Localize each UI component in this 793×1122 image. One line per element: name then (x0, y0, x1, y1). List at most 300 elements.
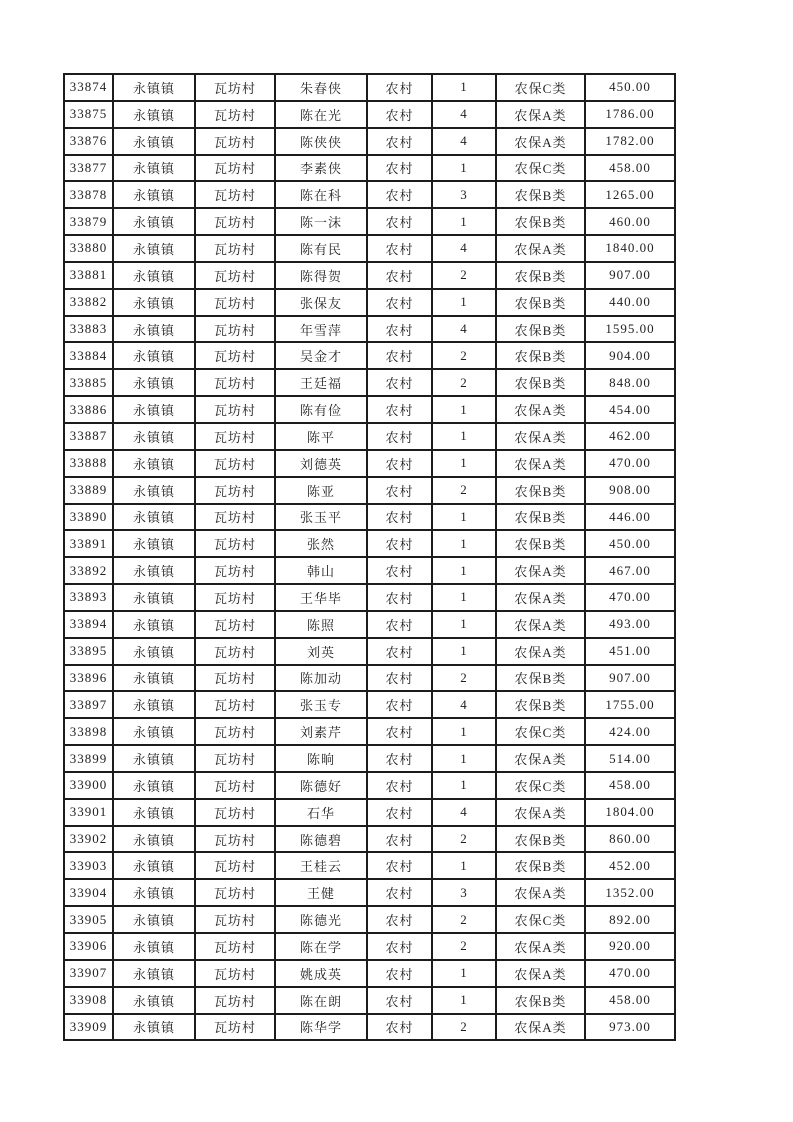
cell-record-id: 33907 (64, 960, 113, 987)
cell-village: 瓦坊村 (195, 101, 275, 128)
cell-village: 瓦坊村 (195, 826, 275, 853)
cell-record-id: 33891 (64, 530, 113, 557)
cell-record-id: 33886 (64, 396, 113, 423)
cell-town: 永镇镇 (113, 852, 195, 879)
cell-person-name: 刘英 (275, 638, 367, 665)
table-row (64, 504, 675, 531)
cell-amount: 458.00 (585, 155, 675, 182)
cell-record-id: 33898 (64, 718, 113, 745)
cell-person-count: 1 (432, 960, 496, 987)
cell-town: 永镇镇 (113, 504, 195, 531)
table-row (64, 665, 675, 692)
cell-amount: 450.00 (585, 74, 675, 101)
cell-record-id: 33905 (64, 906, 113, 933)
cell-amount: 1804.00 (585, 799, 675, 826)
table-row (64, 369, 675, 396)
cell-person-count: 2 (432, 477, 496, 504)
cell-insurance-class: 农保A类 (496, 960, 585, 987)
cell-residence-type: 农村 (367, 423, 432, 450)
cell-insurance-class: 农保B类 (496, 987, 585, 1014)
cell-residence-type: 农村 (367, 718, 432, 745)
cell-residence-type: 农村 (367, 933, 432, 960)
cell-village: 瓦坊村 (195, 369, 275, 396)
table-row (64, 718, 675, 745)
cell-village: 瓦坊村 (195, 423, 275, 450)
cell-village: 瓦坊村 (195, 691, 275, 718)
cell-insurance-class: 农保B类 (496, 262, 585, 289)
cell-town: 永镇镇 (113, 477, 195, 504)
cell-record-id: 33889 (64, 477, 113, 504)
cell-village: 瓦坊村 (195, 906, 275, 933)
cell-person-count: 2 (432, 369, 496, 396)
cell-person-count: 2 (432, 665, 496, 692)
cell-insurance-class: 农保B类 (496, 530, 585, 557)
cell-insurance-class: 农保B类 (496, 208, 585, 235)
cell-person-count: 1 (432, 852, 496, 879)
cell-insurance-class: 农保B类 (496, 342, 585, 369)
cell-residence-type: 农村 (367, 369, 432, 396)
cell-residence-type: 农村 (367, 960, 432, 987)
cell-village: 瓦坊村 (195, 745, 275, 772)
cell-village: 瓦坊村 (195, 530, 275, 557)
cell-amount: 908.00 (585, 477, 675, 504)
cell-person-name: 吴金才 (275, 342, 367, 369)
cell-residence-type: 农村 (367, 155, 432, 182)
cell-amount: 450.00 (585, 530, 675, 557)
cell-village: 瓦坊村 (195, 504, 275, 531)
cell-residence-type: 农村 (367, 208, 432, 235)
cell-residence-type: 农村 (367, 477, 432, 504)
cell-record-id: 33902 (64, 826, 113, 853)
cell-record-id: 33885 (64, 369, 113, 396)
cell-person-count: 4 (432, 101, 496, 128)
table-row (64, 584, 675, 611)
cell-insurance-class: 农保A类 (496, 879, 585, 906)
table-row (64, 235, 675, 262)
cell-insurance-class: 农保B类 (496, 852, 585, 879)
cell-town: 永镇镇 (113, 101, 195, 128)
cell-record-id: 33888 (64, 450, 113, 477)
cell-residence-type: 农村 (367, 450, 432, 477)
cell-insurance-class: 农保C类 (496, 906, 585, 933)
cell-person-count: 1 (432, 396, 496, 423)
cell-person-name: 刘德英 (275, 450, 367, 477)
table-row (64, 262, 675, 289)
cell-insurance-class: 农保B类 (496, 181, 585, 208)
cell-insurance-class: 农保A类 (496, 638, 585, 665)
document-page (63, 73, 676, 1041)
cell-town: 永镇镇 (113, 557, 195, 584)
cell-person-name: 陈有俭 (275, 396, 367, 423)
cell-person-count: 2 (432, 1014, 496, 1041)
table-row (64, 691, 675, 718)
cell-insurance-class: 农保A类 (496, 584, 585, 611)
cell-insurance-class: 农保B类 (496, 316, 585, 343)
cell-person-name: 王华毕 (275, 584, 367, 611)
cell-insurance-class: 农保C类 (496, 74, 585, 101)
cell-person-count: 1 (432, 74, 496, 101)
cell-person-count: 1 (432, 155, 496, 182)
cell-village: 瓦坊村 (195, 74, 275, 101)
cell-village: 瓦坊村 (195, 181, 275, 208)
cell-insurance-class: 农保B类 (496, 665, 585, 692)
cell-person-name: 陈得贺 (275, 262, 367, 289)
cell-residence-type: 农村 (367, 342, 432, 369)
cell-record-id: 33901 (64, 799, 113, 826)
cell-person-name: 李素侠 (275, 155, 367, 182)
cell-person-count: 1 (432, 208, 496, 235)
cell-person-count: 1 (432, 718, 496, 745)
cell-person-count: 1 (432, 504, 496, 531)
cell-residence-type: 农村 (367, 799, 432, 826)
cell-town: 永镇镇 (113, 128, 195, 155)
records-table (63, 73, 676, 1041)
cell-amount: 860.00 (585, 826, 675, 853)
cell-town: 永镇镇 (113, 181, 195, 208)
cell-insurance-class: 农保B类 (496, 289, 585, 316)
table-row (64, 208, 675, 235)
cell-record-id: 33881 (64, 262, 113, 289)
cell-person-name: 陈加动 (275, 665, 367, 692)
cell-person-count: 1 (432, 450, 496, 477)
cell-insurance-class: 农保A类 (496, 396, 585, 423)
table-row (64, 342, 675, 369)
cell-person-name: 张玉平 (275, 504, 367, 531)
cell-village: 瓦坊村 (195, 262, 275, 289)
cell-residence-type: 农村 (367, 128, 432, 155)
cell-insurance-class: 农保A类 (496, 450, 585, 477)
cell-amount: 454.00 (585, 396, 675, 423)
cell-person-name: 韩山 (275, 557, 367, 584)
cell-village: 瓦坊村 (195, 665, 275, 692)
cell-person-count: 2 (432, 342, 496, 369)
cell-residence-type: 农村 (367, 772, 432, 799)
cell-person-count: 1 (432, 638, 496, 665)
cell-village: 瓦坊村 (195, 557, 275, 584)
cell-town: 永镇镇 (113, 396, 195, 423)
cell-insurance-class: 农保A类 (496, 933, 585, 960)
cell-town: 永镇镇 (113, 772, 195, 799)
cell-town: 永镇镇 (113, 289, 195, 316)
cell-record-id: 33878 (64, 181, 113, 208)
table-row (64, 101, 675, 128)
cell-residence-type: 农村 (367, 852, 432, 879)
cell-amount: 892.00 (585, 906, 675, 933)
table-row (64, 477, 675, 504)
cell-person-name: 陈侠侠 (275, 128, 367, 155)
cell-person-name: 陈德好 (275, 772, 367, 799)
cell-residence-type: 农村 (367, 396, 432, 423)
cell-person-name: 陈在学 (275, 933, 367, 960)
cell-amount: 1786.00 (585, 101, 675, 128)
cell-residence-type: 农村 (367, 557, 432, 584)
cell-person-count: 4 (432, 799, 496, 826)
cell-town: 永镇镇 (113, 369, 195, 396)
cell-person-name: 姚成英 (275, 960, 367, 987)
cell-town: 永镇镇 (113, 826, 195, 853)
cell-person-name: 张玉专 (275, 691, 367, 718)
cell-record-id: 33883 (64, 316, 113, 343)
cell-record-id: 33897 (64, 691, 113, 718)
table-row (64, 638, 675, 665)
table-row (64, 155, 675, 182)
cell-insurance-class: 农保A类 (496, 611, 585, 638)
cell-village: 瓦坊村 (195, 128, 275, 155)
cell-amount: 1755.00 (585, 691, 675, 718)
table-row (64, 74, 675, 101)
cell-record-id: 33895 (64, 638, 113, 665)
cell-residence-type: 农村 (367, 504, 432, 531)
cell-amount: 452.00 (585, 852, 675, 879)
cell-insurance-class: 农保A类 (496, 1014, 585, 1041)
cell-record-id: 33903 (64, 852, 113, 879)
cell-amount: 470.00 (585, 450, 675, 477)
table-row (64, 316, 675, 343)
cell-village: 瓦坊村 (195, 584, 275, 611)
cell-insurance-class: 农保A类 (496, 423, 585, 450)
table-row (64, 987, 675, 1014)
cell-person-name: 年雪萍 (275, 316, 367, 343)
cell-person-name: 陈照 (275, 611, 367, 638)
cell-person-name: 陈德光 (275, 906, 367, 933)
cell-insurance-class: 农保C类 (496, 155, 585, 182)
cell-town: 永镇镇 (113, 235, 195, 262)
cell-person-count: 2 (432, 906, 496, 933)
cell-village: 瓦坊村 (195, 396, 275, 423)
cell-town: 永镇镇 (113, 691, 195, 718)
table-row (64, 289, 675, 316)
cell-insurance-class: 农保A类 (496, 235, 585, 262)
cell-residence-type: 农村 (367, 530, 432, 557)
cell-town: 永镇镇 (113, 1014, 195, 1041)
cell-town: 永镇镇 (113, 342, 195, 369)
cell-person-count: 3 (432, 181, 496, 208)
cell-person-count: 1 (432, 530, 496, 557)
cell-record-id: 33894 (64, 611, 113, 638)
cell-village: 瓦坊村 (195, 772, 275, 799)
cell-amount: 973.00 (585, 1014, 675, 1041)
cell-town: 永镇镇 (113, 718, 195, 745)
table-row (64, 799, 675, 826)
cell-person-name: 陈平 (275, 423, 367, 450)
cell-record-id: 33896 (64, 665, 113, 692)
cell-amount: 470.00 (585, 960, 675, 987)
cell-town: 永镇镇 (113, 423, 195, 450)
cell-amount: 904.00 (585, 342, 675, 369)
cell-residence-type: 农村 (367, 826, 432, 853)
cell-person-name: 陈在朗 (275, 987, 367, 1014)
cell-town: 永镇镇 (113, 316, 195, 343)
cell-amount: 1782.00 (585, 128, 675, 155)
table-row (64, 826, 675, 853)
table-row (64, 960, 675, 987)
table-row (64, 906, 675, 933)
cell-person-count: 1 (432, 987, 496, 1014)
cell-record-id: 33893 (64, 584, 113, 611)
cell-amount: 462.00 (585, 423, 675, 450)
cell-residence-type: 农村 (367, 745, 432, 772)
cell-town: 永镇镇 (113, 987, 195, 1014)
cell-person-name: 朱春侠 (275, 74, 367, 101)
cell-residence-type: 农村 (367, 181, 432, 208)
cell-person-count: 2 (432, 933, 496, 960)
table-row (64, 852, 675, 879)
cell-record-id: 33884 (64, 342, 113, 369)
cell-town: 永镇镇 (113, 262, 195, 289)
cell-person-name: 陈亚 (275, 477, 367, 504)
cell-person-name: 陈在科 (275, 181, 367, 208)
cell-person-name: 陈一沫 (275, 208, 367, 235)
cell-amount: 907.00 (585, 665, 675, 692)
cell-residence-type: 农村 (367, 691, 432, 718)
cell-town: 永镇镇 (113, 584, 195, 611)
cell-person-count: 2 (432, 826, 496, 853)
cell-insurance-class: 农保B类 (496, 826, 585, 853)
cell-residence-type: 农村 (367, 906, 432, 933)
cell-person-count: 1 (432, 557, 496, 584)
cell-residence-type: 农村 (367, 665, 432, 692)
table-row (64, 557, 675, 584)
cell-amount: 907.00 (585, 262, 675, 289)
cell-record-id: 33906 (64, 933, 113, 960)
cell-residence-type: 农村 (367, 289, 432, 316)
cell-village: 瓦坊村 (195, 235, 275, 262)
cell-amount: 451.00 (585, 638, 675, 665)
table-row (64, 611, 675, 638)
cell-person-count: 2 (432, 262, 496, 289)
cell-village: 瓦坊村 (195, 987, 275, 1014)
cell-town: 永镇镇 (113, 611, 195, 638)
table-row (64, 879, 675, 906)
cell-insurance-class: 农保A类 (496, 745, 585, 772)
cell-amount: 470.00 (585, 584, 675, 611)
cell-person-name: 陈华学 (275, 1014, 367, 1041)
cell-village: 瓦坊村 (195, 638, 275, 665)
cell-insurance-class: 农保B类 (496, 369, 585, 396)
cell-village: 瓦坊村 (195, 316, 275, 343)
cell-person-name: 石华 (275, 799, 367, 826)
cell-person-count: 1 (432, 289, 496, 316)
cell-record-id: 33880 (64, 235, 113, 262)
cell-town: 永镇镇 (113, 450, 195, 477)
cell-person-count: 1 (432, 423, 496, 450)
cell-insurance-class: 农保A类 (496, 557, 585, 584)
cell-person-count: 1 (432, 584, 496, 611)
table-row (64, 128, 675, 155)
cell-amount: 467.00 (585, 557, 675, 584)
cell-village: 瓦坊村 (195, 450, 275, 477)
cell-town: 永镇镇 (113, 906, 195, 933)
cell-amount: 1352.00 (585, 879, 675, 906)
cell-record-id: 33899 (64, 745, 113, 772)
cell-person-name: 陈有民 (275, 235, 367, 262)
cell-person-name: 王健 (275, 879, 367, 906)
cell-village: 瓦坊村 (195, 933, 275, 960)
cell-town: 永镇镇 (113, 74, 195, 101)
cell-residence-type: 农村 (367, 987, 432, 1014)
cell-insurance-class: 农保A类 (496, 799, 585, 826)
cell-insurance-class: 农保A类 (496, 101, 585, 128)
cell-amount: 1840.00 (585, 235, 675, 262)
table-row (64, 933, 675, 960)
cell-amount: 1595.00 (585, 316, 675, 343)
table-row (64, 450, 675, 477)
cell-person-name: 陈在光 (275, 101, 367, 128)
cell-residence-type: 农村 (367, 235, 432, 262)
cell-town: 永镇镇 (113, 208, 195, 235)
cell-insurance-class: 农保B类 (496, 477, 585, 504)
cell-person-count: 4 (432, 235, 496, 262)
cell-town: 永镇镇 (113, 799, 195, 826)
cell-person-name: 陈德碧 (275, 826, 367, 853)
cell-record-id: 33890 (64, 504, 113, 531)
table-row (64, 423, 675, 450)
cell-town: 永镇镇 (113, 638, 195, 665)
cell-village: 瓦坊村 (195, 289, 275, 316)
cell-residence-type: 农村 (367, 262, 432, 289)
cell-record-id: 33908 (64, 987, 113, 1014)
cell-amount: 424.00 (585, 718, 675, 745)
cell-person-count: 1 (432, 745, 496, 772)
cell-amount: 446.00 (585, 504, 675, 531)
cell-village: 瓦坊村 (195, 718, 275, 745)
cell-town: 永镇镇 (113, 155, 195, 182)
cell-residence-type: 农村 (367, 611, 432, 638)
table-row (64, 1014, 675, 1041)
cell-amount: 1265.00 (585, 181, 675, 208)
cell-insurance-class: 农保B类 (496, 504, 585, 531)
cell-residence-type: 农村 (367, 316, 432, 343)
cell-person-name: 王廷福 (275, 369, 367, 396)
cell-residence-type: 农村 (367, 638, 432, 665)
cell-record-id: 33887 (64, 423, 113, 450)
table-row (64, 396, 675, 423)
cell-amount: 458.00 (585, 772, 675, 799)
cell-record-id: 33900 (64, 772, 113, 799)
cell-person-count: 4 (432, 691, 496, 718)
cell-amount: 848.00 (585, 369, 675, 396)
cell-insurance-class: 农保B类 (496, 691, 585, 718)
cell-person-count: 1 (432, 611, 496, 638)
cell-village: 瓦坊村 (195, 342, 275, 369)
cell-residence-type: 农村 (367, 101, 432, 128)
cell-village: 瓦坊村 (195, 960, 275, 987)
cell-amount: 460.00 (585, 208, 675, 235)
records-table-body (64, 74, 675, 1040)
table-row (64, 530, 675, 557)
cell-record-id: 33876 (64, 128, 113, 155)
cell-town: 永镇镇 (113, 933, 195, 960)
cell-village: 瓦坊村 (195, 155, 275, 182)
cell-village: 瓦坊村 (195, 477, 275, 504)
cell-village: 瓦坊村 (195, 852, 275, 879)
cell-person-name: 陈晌 (275, 745, 367, 772)
cell-record-id: 33879 (64, 208, 113, 235)
cell-residence-type: 农村 (367, 1014, 432, 1041)
cell-record-id: 33909 (64, 1014, 113, 1041)
cell-residence-type: 农村 (367, 879, 432, 906)
cell-person-count: 3 (432, 879, 496, 906)
cell-town: 永镇镇 (113, 530, 195, 557)
cell-person-count: 1 (432, 772, 496, 799)
cell-residence-type: 农村 (367, 584, 432, 611)
cell-residence-type: 农村 (367, 74, 432, 101)
cell-record-id: 33877 (64, 155, 113, 182)
cell-person-name: 刘素芹 (275, 718, 367, 745)
cell-insurance-class: 农保C类 (496, 718, 585, 745)
table-row (64, 772, 675, 799)
cell-town: 永镇镇 (113, 960, 195, 987)
